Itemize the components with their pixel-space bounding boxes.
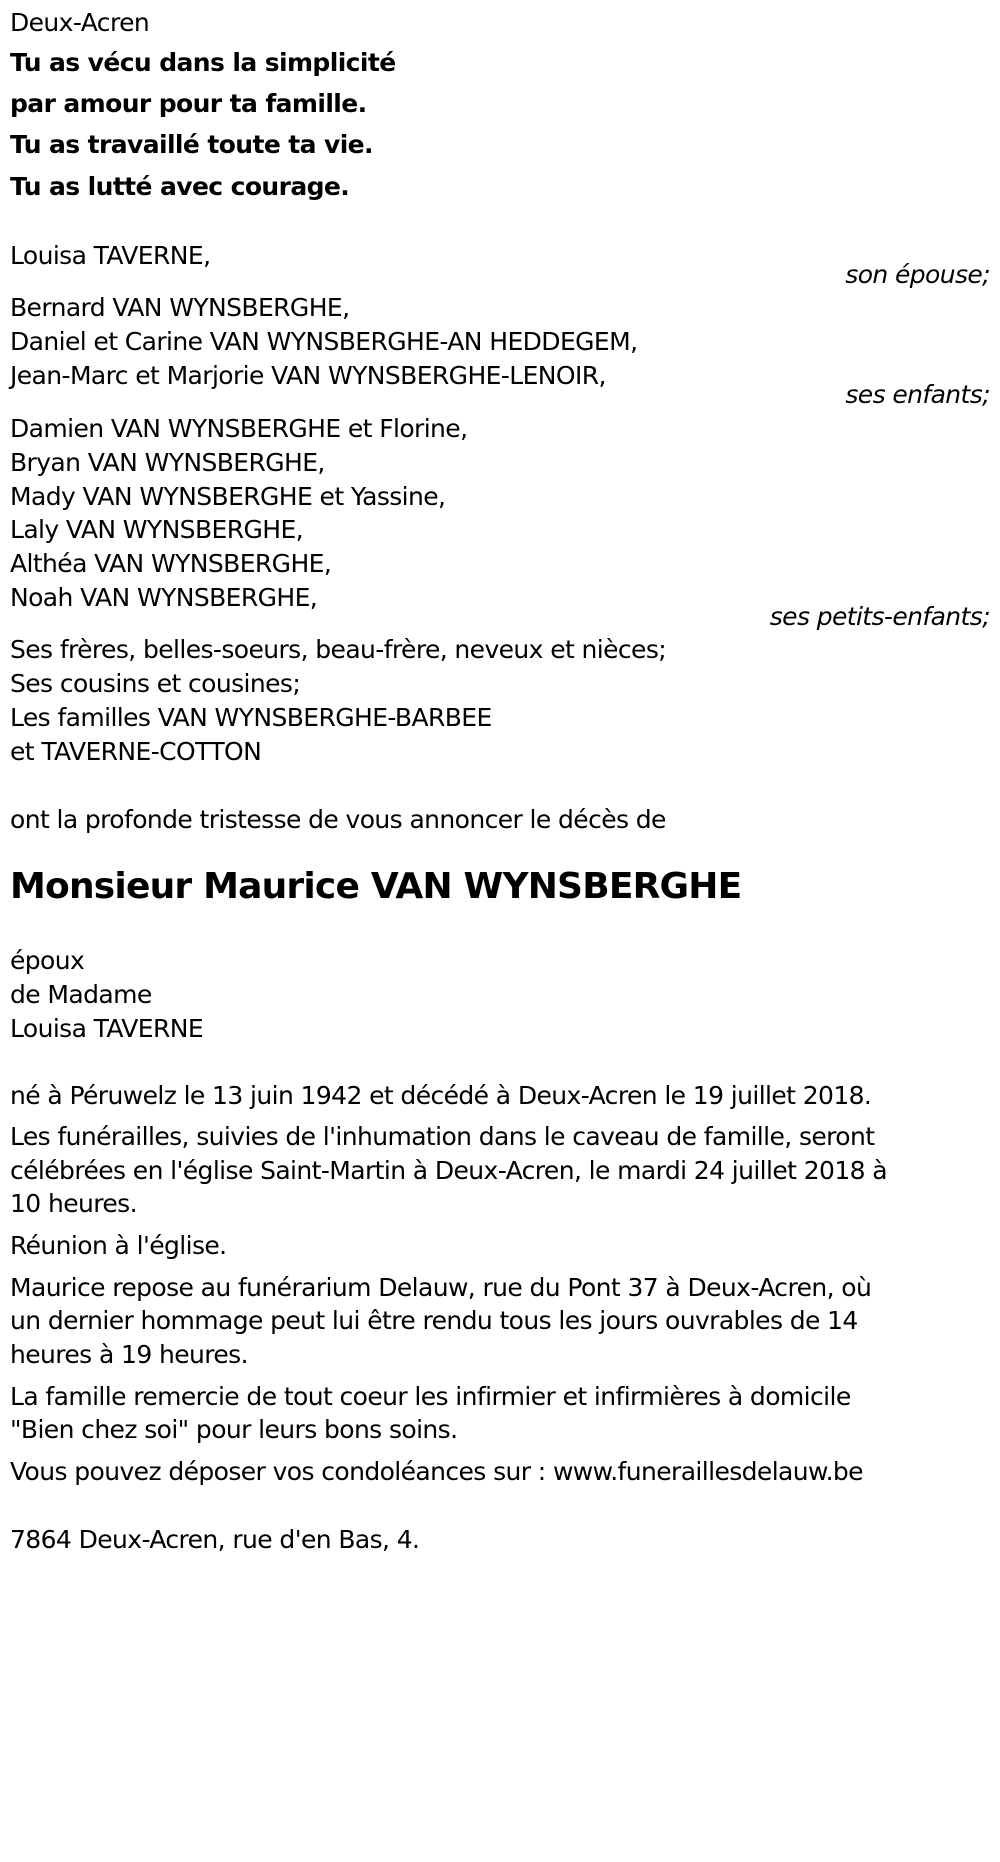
thanks-line: La famille remercie de tout coeur les infirmier et infirmières à domicile xyxy=(10,1382,851,1411)
address-text: 7864 Deux-Acren, rue d'en Bas, 4. xyxy=(10,1525,420,1554)
other-family-line: et TAVERNE-COTTON xyxy=(10,737,262,766)
poem-line: Tu as vécu dans la simplicité xyxy=(10,48,396,77)
birth-death-text: né à Péruwelz le 13 juin 1942 et décédé à Deux-Acren le 19 juillet 2018. xyxy=(10,1081,872,1110)
grandchildren-role: ses petits-enfants; xyxy=(769,602,990,631)
child-name: Daniel et Carine VAN WYNSBERGHE-AN HEDDEGEM, xyxy=(10,327,638,356)
other-family-line: Ses frères, belles-soeurs, beau-frère, neveux et nièces; xyxy=(10,635,667,664)
poem-line: Tu as travaillé toute ta vie. xyxy=(10,130,373,159)
relation-line: époux xyxy=(10,946,85,975)
relation-line: Louisa TAVERNE xyxy=(10,1014,204,1043)
visitation-line: un dernier hommage peut lui être rendu tous les jours ouvrables de 14 xyxy=(10,1306,858,1335)
other-family-line: Ses cousins et cousines; xyxy=(10,669,301,698)
spouse-name: Louisa TAVERNE, xyxy=(10,241,211,270)
grandchild-name: Noah VAN WYNSBERGHE, xyxy=(10,583,318,612)
thanks-line: "Bien chez soi" pour leurs bons soins. xyxy=(10,1415,458,1444)
condolences-text xyxy=(10,1457,863,1487)
deceased-name: Monsieur Maurice VAN WYNSBERGHE xyxy=(10,866,742,907)
funeral-line: célébrées en l'église Saint-Martin à Deux-Acren, le mardi 24 juillet 2018 à xyxy=(10,1156,887,1185)
relation-line: de Madame xyxy=(10,980,152,1009)
announcement-text: ont la profonde tristesse de vous annoncer le décès de xyxy=(10,805,666,834)
funeral-line: 10 heures. xyxy=(10,1189,137,1218)
poem-line: Tu as lutté avec courage. xyxy=(10,172,350,201)
visitation-line: Maurice repose au funérarium Delauw, rue du Pont 37 à Deux-Acren, où xyxy=(10,1273,872,1302)
child-name: Bernard VAN WYNSBERGHE, xyxy=(10,293,350,322)
grandchild-name: Mady VAN WYNSBERGHE et Yassine, xyxy=(10,482,446,511)
children-role: ses enfants; xyxy=(845,380,990,409)
funeral-line: Les funérailles, suivies de l'inhumation dans le caveau de famille, seront xyxy=(10,1122,875,1151)
poem-line: par amour pour ta famille. xyxy=(10,89,367,118)
location-heading: Deux-Acren xyxy=(10,8,150,37)
condolences-link[interactable]: www.funeraillesdelauw.be xyxy=(552,1457,863,1486)
child-name: Jean-Marc et Marjorie VAN WYNSBERGHE-LENOIR, xyxy=(10,361,606,390)
grandchild-name: Damien VAN WYNSBERGHE et Florine, xyxy=(10,414,468,443)
other-family-line: Les familles VAN WYNSBERGHE-BARBEE xyxy=(10,703,492,732)
grandchild-name: Laly VAN WYNSBERGHE, xyxy=(10,515,303,544)
grandchild-name: Althéa VAN WYNSBERGHE, xyxy=(10,549,332,578)
spouse-role: son épouse; xyxy=(845,260,990,289)
grandchild-name: Bryan VAN WYNSBERGHE, xyxy=(10,448,325,477)
condolences-prefix: Vous pouvez déposer vos condoléances sur : xyxy=(10,1457,553,1486)
meeting-text: Réunion à l'église. xyxy=(10,1231,227,1260)
visitation-line: heures à 19 heures. xyxy=(10,1340,248,1369)
